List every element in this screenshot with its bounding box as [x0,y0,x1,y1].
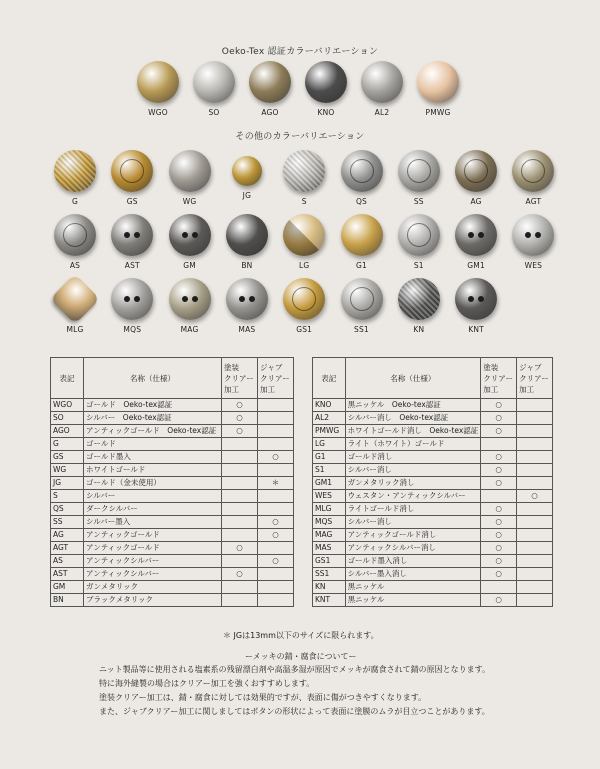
table-cell-code: GM [51,581,84,594]
button-swatch [455,214,497,256]
table-cell-jab: ＊ [258,477,294,490]
table-row [313,529,553,542]
table-row [313,399,553,412]
table-cell-name: ガンメタリック消し [345,477,481,490]
table-row [313,542,553,555]
other-button-s [279,150,329,206]
other-button-mas [222,278,272,334]
other-button-bn [222,214,272,270]
rust-paragraph-line: また、ジャブクリアー加工に関しましてはボタンの形状によって表面に塗膜のムラが目立つことがあります。 [99,707,490,716]
table-cell-jab [517,594,553,607]
table-row [313,425,553,438]
table-cell-name: シルバー Oeko-tex認証 [84,412,222,425]
table-row [313,477,553,490]
button-swatch [341,150,383,192]
table-cell-code: KN [313,581,346,594]
table-cell-jab [258,594,294,607]
table-cell-name: ゴールド消し [345,451,481,464]
table-row [313,516,553,529]
other-button-wes [508,214,558,270]
table-row [313,451,553,464]
table-cell-coat [222,529,258,542]
oeko-button-ago [245,61,295,117]
button-code-label: AGT [525,197,542,206]
button-code-label: WGO [148,108,168,117]
table-cell-name: 黒ニッケル [345,594,481,607]
other-button-ss1 [337,278,387,334]
table-row [51,412,294,425]
button-swatch [341,278,383,320]
table-header-code: 表記 [51,358,84,399]
other-button-gm1 [451,214,501,270]
button-code-label: KNO [317,108,335,117]
other-button-as [50,214,100,270]
table-cell-name: アンティックゴールド Oeko-tex認証 [84,425,222,438]
oeko-section-title: Oeko-Tex 認証カラーバリエーション [221,47,379,57]
table-cell-name: アンティックゴールド消し [345,529,481,542]
button-swatch [169,214,211,256]
table-cell-coat: ○ [481,568,517,581]
table-cell-coat: ○ [481,464,517,477]
table-cell-coat: ○ [222,542,258,555]
button-code-label: AL2 [374,108,390,117]
button-swatch [398,278,440,320]
other-button-knt [451,278,501,334]
table-cell-jab [517,581,553,594]
table-cell-code: WG [51,464,84,477]
table-cell-coat [481,438,517,451]
table-cell-code: MAS [313,542,346,555]
table-cell-jab [517,542,553,555]
table-cell-code: QS [51,503,84,516]
table-cell-jab [517,425,553,438]
other-button-kn [394,278,444,334]
table-cell-jab [517,438,553,451]
table-cell-code: GS1 [313,555,346,568]
table-cell-coat: ○ [481,412,517,425]
table-cell-coat: ○ [481,503,517,516]
table-cell-name: ライトゴールド消し [345,503,481,516]
other-button-lg [279,214,329,270]
table-cell-coat [222,438,258,451]
table-cell-jab [258,568,294,581]
button-swatch [398,150,440,192]
table-cell-coat: ○ [481,594,517,607]
button-code-label: SS1 [354,325,369,334]
button-swatch [169,150,211,192]
button-swatch [232,156,262,186]
table-cell-code: JG [51,477,84,490]
table-cell-name: アンティックシルバー [84,568,222,581]
table-cell-name: ホワイトゴールド [84,464,222,477]
button-swatch [361,61,403,103]
table-cell-code: AS [51,555,84,568]
table-cell-code: AG [51,529,84,542]
table-cell-name: ゴールド墨入消し [345,555,481,568]
table-cell-code: S1 [313,464,346,477]
table-cell-code: AGT [51,542,84,555]
table-row [313,503,553,516]
table-cell-jab: ○ [258,555,294,568]
button-swatch [111,150,153,192]
table-cell-code: PMWG [313,425,346,438]
button-code-label: GS [126,197,138,206]
table-cell-name: シルバー消し [345,464,481,477]
button-swatch [455,278,497,320]
table-row [313,568,553,581]
table-cell-name: ライト（ホワイト）ゴールド [345,438,481,451]
button-swatch [455,150,497,192]
table-cell-code: KNT [313,594,346,607]
table-cell-name: アンティックシルバー [84,555,222,568]
table-cell-coat: ○ [481,542,517,555]
button-code-label: WES [524,261,543,270]
table-cell-jab [258,399,294,412]
other-button-agt [508,150,558,206]
button-swatch [54,214,96,256]
table-row [51,568,294,581]
rust-paragraph-line: 特に海外縫製の場合はクリアー加工を強くおすすめします。 [99,679,315,688]
table-cell-coat [222,451,258,464]
table-row [313,555,553,568]
button-code-label: SS [413,197,424,206]
jg-size-note: ＊ JGは13mm以下のサイズに限られます。 [223,631,379,640]
table-cell-name: シルバー [84,490,222,503]
table-cell-name: ブラックメタリック [84,594,222,607]
table-row [313,438,553,451]
table-cell-coat [222,581,258,594]
button-code-label: KN [413,325,425,334]
table-cell-coat: ○ [481,555,517,568]
button-swatch [305,61,347,103]
table-cell-name: シルバー墨入 [84,516,222,529]
table-cell-coat [222,503,258,516]
table-cell-code: S [51,490,84,503]
button-swatch [512,214,554,256]
table-cell-name: ゴールド Oeko-tex認証 [84,399,222,412]
table-cell-jab [258,503,294,516]
rust-paragraph-line: 塗装クリアー加工は、錆・腐食に対しては効果的ですが、表面に傷がつきやすくなります。 [99,693,427,702]
button-code-label: S1 [413,261,424,270]
table-cell-jab [517,477,553,490]
button-swatch [341,214,383,256]
table-cell-coat: ○ [222,412,258,425]
table-cell-code: MLG [313,503,346,516]
oeko-button-so [189,61,239,117]
button-swatch [193,61,235,103]
table-cell-coat: ○ [481,529,517,542]
table-cell-code: SO [51,412,84,425]
button-code-label: AG [470,197,482,206]
table-cell-coat [222,464,258,477]
table-cell-name: ダークシルバー [84,503,222,516]
table-cell-jab [258,581,294,594]
table-cell-code: GS [51,451,84,464]
other-button-gm [165,214,215,270]
table-row [313,594,553,607]
button-code-label: GM [183,261,196,270]
button-swatch [226,278,268,320]
table-cell-coat [222,555,258,568]
table-cell-coat: ○ [481,425,517,438]
table-row [51,529,294,542]
spec-table-left [50,357,294,607]
oeko-button-al2 [357,61,407,117]
button-code-label: MAG [180,325,199,334]
table-row [51,438,294,451]
table-cell-name: 黒ニッケル [345,581,481,594]
table-cell-jab [258,438,294,451]
rust-section-title: ーメッキの錆・腐食についてー [245,652,357,661]
table-cell-jab [258,425,294,438]
table-cell-name: ウェスタン・アンティックシルバー [345,490,481,503]
button-swatch [398,214,440,256]
button-code-label: AST [124,261,140,270]
button-code-label: G [71,197,78,206]
button-swatch [226,214,268,256]
button-code-label: KNT [468,325,484,334]
table-cell-name: ゴールド [84,438,222,451]
table-cell-name: アンティックゴールド [84,542,222,555]
table-cell-coat [222,490,258,503]
table-row [313,412,553,425]
table-header-name: 名称（仕様） [345,358,481,399]
table-row [51,451,294,464]
button-code-label: WG [182,197,197,206]
table-cell-coat: ○ [222,425,258,438]
table-row [51,555,294,568]
rust-paragraph [99,663,490,719]
button-code-label: AGO [261,108,279,117]
other-button-jg [222,150,272,200]
table-row [51,425,294,438]
button-swatch [54,150,96,192]
other-button-ast [107,214,157,270]
table-header-jab: ジャブ クリアー 加工 [517,358,553,399]
table-cell-jab [258,542,294,555]
button-code-label: GS1 [296,325,313,334]
spec-table-right [312,357,553,607]
table-row [51,581,294,594]
button-code-label: MLG [66,325,84,334]
table-row [313,490,553,503]
table-cell-jab: ○ [258,516,294,529]
button-swatch [283,150,325,192]
table-cell-coat: ○ [222,399,258,412]
button-code-label: QS [355,197,368,206]
table-row [313,581,553,594]
table-header-code: 表記 [313,358,346,399]
table-row [51,399,294,412]
table-cell-jab [258,490,294,503]
other-button-wg [165,150,215,206]
table-cell-name: ホワイトゴールド消し Oeko-tex認証 [345,425,481,438]
button-swatch [512,150,554,192]
table-cell-code: SS1 [313,568,346,581]
button-swatch [111,214,153,256]
button-code-label: AS [69,261,81,270]
button-swatch [249,61,291,103]
table-cell-code: BN [51,594,84,607]
table-cell-coat: ○ [222,568,258,581]
button-swatch [111,278,153,320]
table-row [313,464,553,477]
table-cell-jab [517,529,553,542]
table-header-coat: 塗装 クリアー 加工 [222,358,258,399]
table-cell-jab [258,412,294,425]
other-section-title: その他のカラーバリエーション [235,132,365,142]
table-cell-name: 黒ニッケル Oeko-tex認証 [345,399,481,412]
other-button-mqs [107,278,157,334]
table-row [51,542,294,555]
oeko-button-kno [301,61,351,117]
button-swatch [137,61,179,103]
table-cell-code: WES [313,490,346,503]
table-cell-name: アンティックシルバー消し [345,542,481,555]
rust-paragraph-line: ニット製品等に使用される塩素系の残留漂白剤や高温多湿が原因でメッキが腐食されて錆の原因となります。 [99,665,491,674]
oeko-button-wgo [133,61,183,117]
other-button-qs [337,150,387,206]
button-code-label: GM1 [467,261,485,270]
table-cell-code: AST [51,568,84,581]
other-button-ag [451,150,501,206]
other-button-gs1 [279,278,329,334]
table-cell-coat [222,477,258,490]
button-code-label: LG [298,261,310,270]
table-cell-name: ガンメタリック [84,581,222,594]
button-code-label: MAS [238,325,256,334]
table-cell-coat [481,581,517,594]
table-cell-code: AGO [51,425,84,438]
other-button-s1 [394,214,444,270]
other-button-mlg [50,278,100,334]
table-cell-code: WGO [51,399,84,412]
table-header-name: 名称（仕様） [84,358,222,399]
table-cell-coat: ○ [481,516,517,529]
table-cell-jab: ○ [258,451,294,464]
table-cell-coat [481,490,517,503]
table-header-jab: ジャブ クリアー 加工 [258,358,294,399]
table-header-coat: 塗装 クリアー 加工 [481,358,517,399]
table-cell-jab [517,451,553,464]
table-cell-jab [517,568,553,581]
table-cell-code: LG [313,438,346,451]
table-cell-name: ゴールド（金未使用） [84,477,222,490]
other-button-mag [165,278,215,334]
table-cell-jab [517,503,553,516]
table-cell-code: MQS [313,516,346,529]
table-cell-name: シルバー消し Oeko-tex認証 [345,412,481,425]
button-swatch [283,278,325,320]
button-code-label: SO [208,108,220,117]
button-swatch [283,214,325,256]
table-cell-code: SS [51,516,84,529]
table-cell-jab: ○ [517,490,553,503]
table-cell-jab [517,399,553,412]
table-cell-coat [222,516,258,529]
table-cell-coat: ○ [481,399,517,412]
table-row [51,477,294,490]
table-cell-code: G1 [313,451,346,464]
table-row [51,516,294,529]
table-cell-code: KNO [313,399,346,412]
table-cell-jab: ○ [258,529,294,542]
button-swatch [50,274,100,324]
table-cell-code: MAG [313,529,346,542]
button-code-label: BN [241,261,253,270]
table-cell-jab [258,464,294,477]
table-cell-code: G [51,438,84,451]
table-cell-name: シルバー墨入消し [345,568,481,581]
table-cell-jab [517,516,553,529]
table-cell-code: GM1 [313,477,346,490]
table-cell-name: シルバー消し [345,516,481,529]
other-button-gs [107,150,157,206]
table-row [51,490,294,503]
button-code-label: MQS [123,325,142,334]
button-swatch [417,61,459,103]
table-cell-jab [517,464,553,477]
table-row [51,503,294,516]
table-row [51,594,294,607]
other-button-g1 [337,214,387,270]
table-row [51,464,294,477]
button-code-label: JG [242,191,252,200]
table-cell-name: アンティックゴールド [84,529,222,542]
oeko-button-pmwg [413,61,463,117]
table-cell-jab [517,412,553,425]
table-cell-code: AL2 [313,412,346,425]
button-code-label: S [301,197,307,206]
other-button-g [50,150,100,206]
button-code-label: G1 [356,261,367,270]
button-code-label: PMWG [425,108,451,117]
table-cell-coat: ○ [481,477,517,490]
other-button-ss [394,150,444,206]
table-cell-coat: ○ [481,451,517,464]
table-cell-jab [517,555,553,568]
table-cell-name: ゴールド墨入 [84,451,222,464]
table-cell-coat [222,594,258,607]
button-swatch [169,278,211,320]
